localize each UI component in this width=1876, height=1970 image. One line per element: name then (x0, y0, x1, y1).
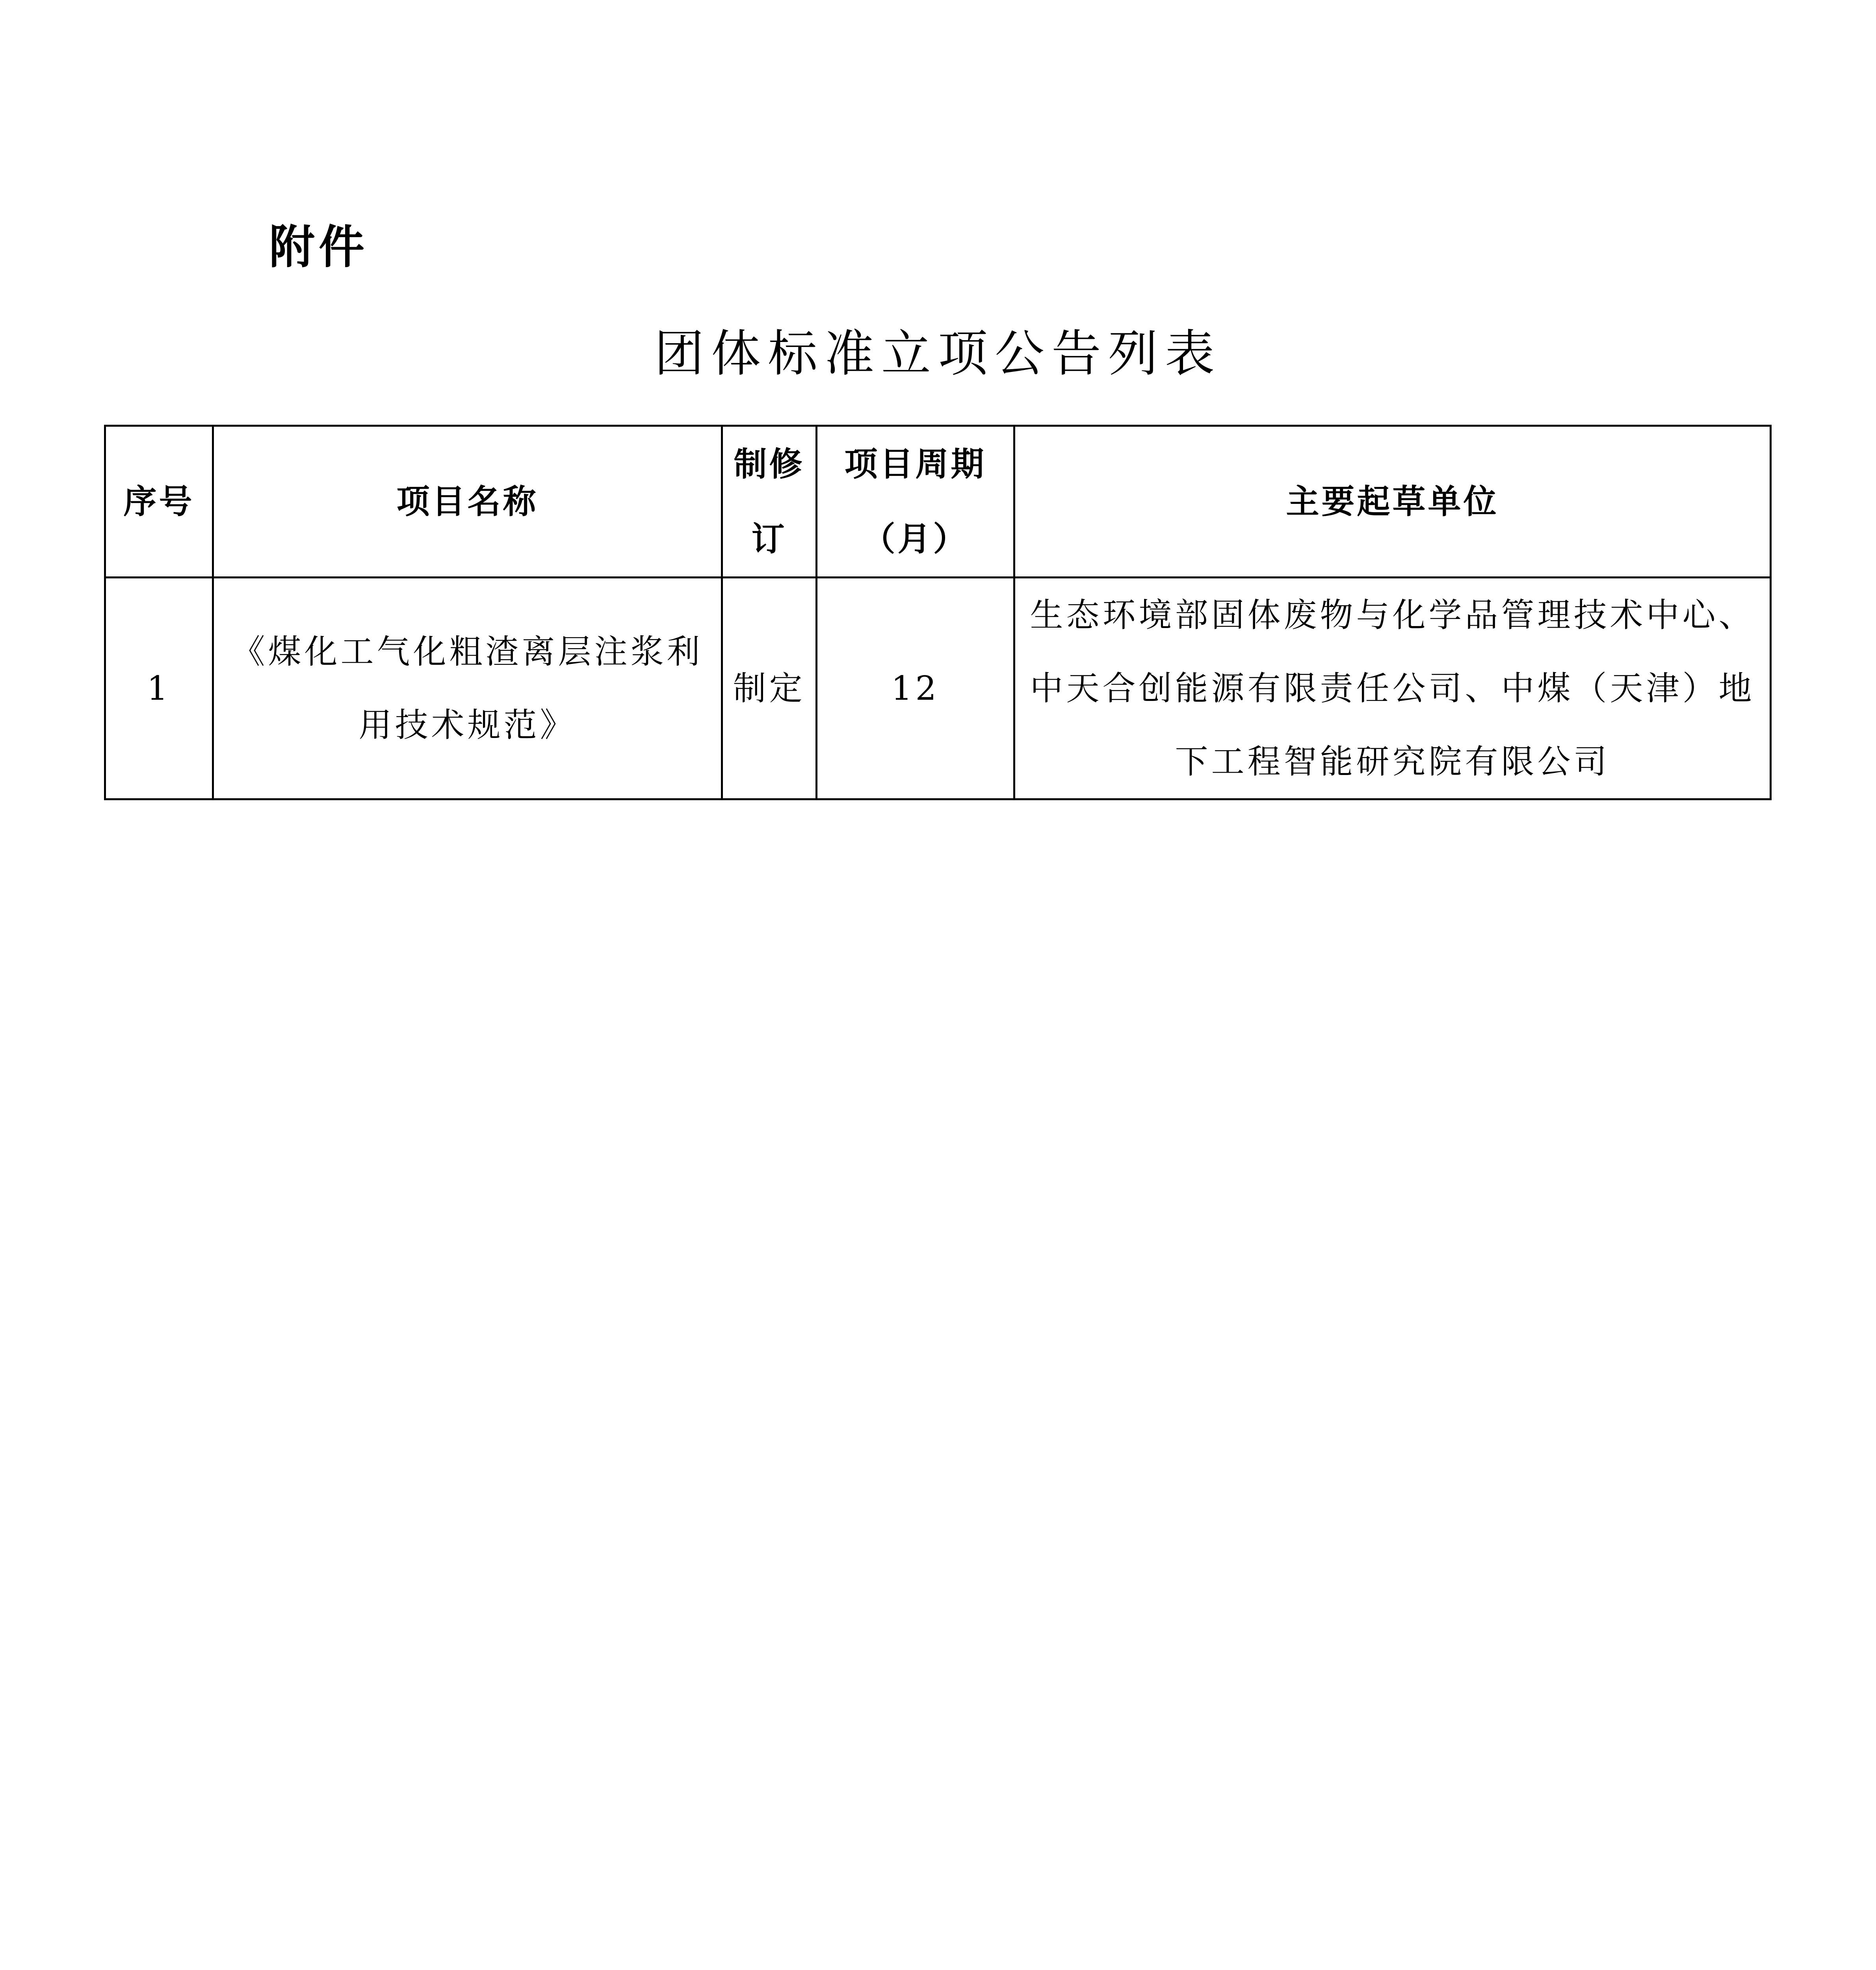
cell-period: 12 (817, 578, 1014, 799)
table-row (105, 578, 1771, 799)
cell-name: 《煤化工气化粗渣离层注浆利用技术规范》 (213, 578, 722, 799)
attachment-label: 附件 (269, 221, 368, 274)
cell-units: 生态环境部固体废物与化学品管理技术中心、中天合创能源有限责任公司、中煤（天津）地下工程智能研究院有限公司 (1014, 578, 1771, 799)
cell-type: 制定 (722, 578, 817, 799)
header-units: 主要起草单位 (1014, 426, 1771, 578)
header-name: 项目名称 (213, 426, 722, 578)
header-period: 项目周期（月） (817, 426, 1014, 578)
header-type: 制修订 (722, 426, 817, 578)
header-seq: 序号 (105, 426, 213, 578)
standards-table (104, 425, 1772, 800)
document-title: 团体标准立项公告列表 (654, 325, 1222, 383)
table-header-row (105, 426, 1771, 578)
cell-seq: 1 (105, 578, 213, 799)
